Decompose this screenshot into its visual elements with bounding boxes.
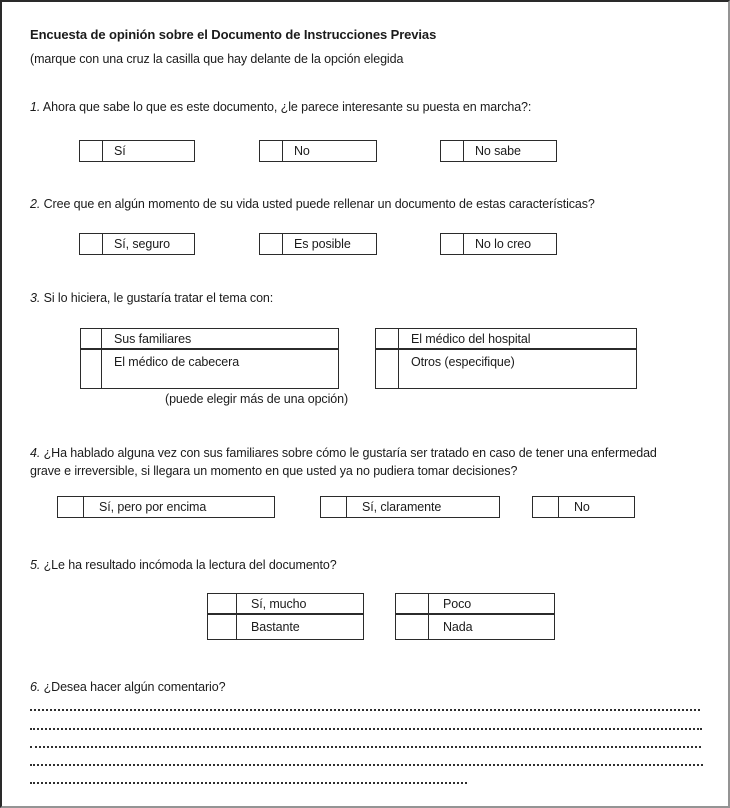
option-q5-si-mucho[interactable] — [208, 594, 363, 613]
checkbox-q2-es-posible[interactable] — [260, 234, 283, 254]
q3-right-table — [375, 328, 637, 389]
option-q5-poco[interactable] — [396, 594, 554, 613]
q5-right-table — [395, 593, 555, 640]
option-q3-otros[interactable] — [376, 348, 636, 388]
option-q2-es-posible[interactable] — [259, 233, 377, 255]
checkbox-q1-si[interactable] — [80, 141, 103, 161]
option-label: Bastante — [251, 620, 300, 634]
question-3-text: Si lo hiciera, le gustaría tratar el tema con: — [43, 291, 274, 305]
option-label: Sí — [114, 144, 126, 158]
option-q1-si[interactable] — [79, 140, 195, 162]
option-label: Es posible — [294, 237, 351, 251]
option-label: No — [574, 500, 590, 514]
option-label: El médico del hospital — [411, 331, 531, 346]
checkbox-q4-si-por-encima[interactable] — [58, 497, 84, 517]
option-q4-si-por-encima[interactable] — [57, 496, 275, 518]
option-label: Sí, seguro — [114, 237, 170, 251]
question-2-text: Cree que en algún momento de su vida usted puede rellenar un documento de estas características? — [43, 197, 595, 211]
question-6-text: ¿Desea hacer algún comentario? — [43, 680, 226, 694]
checkbox-q1-no-sabe[interactable] — [441, 141, 464, 161]
checkbox-q1-no[interactable] — [260, 141, 283, 161]
option-q1-no-sabe[interactable] — [440, 140, 557, 162]
option-q2-no-lo-creo[interactable] — [440, 233, 557, 255]
question-3-number: 3. — [30, 291, 41, 305]
question-6-number: 6. — [30, 680, 41, 694]
checkbox-q3-medico-hospital[interactable] — [376, 329, 399, 348]
question-2-number: 2. — [30, 197, 41, 211]
question-3 — [30, 290, 710, 308]
option-label: No lo creo — [475, 237, 531, 251]
question-4 — [30, 445, 685, 481]
option-label: Otros (especifique) — [411, 355, 515, 369]
comment-line-2[interactable] — [30, 726, 702, 730]
form-instruction: (marque con una cruz la casilla que hay delante de la opción elegida — [30, 52, 404, 66]
checkbox-q4-no[interactable] — [533, 497, 559, 517]
checkbox-q4-si-claramente[interactable] — [321, 497, 347, 517]
option-q5-bastante[interactable] — [208, 613, 363, 639]
option-label: Sí, claramente — [362, 500, 442, 514]
option-label: Sí, mucho — [251, 596, 307, 611]
question-1 — [30, 99, 710, 117]
question-5 — [30, 557, 710, 575]
checkbox-q3-medico-cabecera[interactable] — [81, 350, 102, 388]
question-5-text: ¿Le ha resultado incómoda la lectura del documento? — [43, 558, 337, 572]
option-q1-no[interactable] — [259, 140, 377, 162]
question-1-number: 1. — [30, 100, 41, 114]
q3-note: (puede elegir más de una opción) — [165, 392, 349, 406]
checkbox-q3-sus-familiares[interactable] — [81, 329, 102, 348]
option-label: Sus familiares — [114, 331, 192, 346]
option-q2-si-seguro[interactable] — [79, 233, 195, 255]
comment-line-1[interactable] — [30, 707, 700, 711]
option-label: No — [294, 144, 310, 158]
option-q5-nada[interactable] — [396, 613, 554, 639]
question-5-number: 5. — [30, 558, 41, 572]
comment-line-4[interactable] — [30, 762, 703, 766]
option-label: Nada — [443, 620, 473, 634]
question-1-text: Ahora que sabe lo que es este documento, ¿le parece interesante su puesta en marcha?: — [42, 100, 532, 114]
question-2 — [30, 196, 710, 214]
option-q3-sus-familiares[interactable] — [81, 329, 338, 348]
option-q3-medico-hospital[interactable] — [376, 329, 636, 348]
checkbox-q5-si-mucho[interactable] — [208, 594, 237, 613]
form-title: Encuesta de opinión sobre el Documento de Instrucciones Previas — [30, 27, 437, 42]
option-label: El médico de cabecera — [114, 355, 240, 369]
option-q4-no[interactable] — [532, 496, 635, 518]
option-label: Poco — [443, 596, 472, 611]
checkbox-q5-poco[interactable] — [396, 594, 429, 613]
option-label: Sí, pero por encima — [99, 500, 207, 514]
option-q4-si-claramente[interactable] — [320, 496, 500, 518]
question-6 — [30, 679, 710, 697]
question-4-number: 4. — [30, 446, 41, 460]
checkbox-q3-otros[interactable] — [376, 350, 399, 388]
question-4-text: ¿Ha hablado alguna vez con sus familiares sobre cómo le gustaría ser tratado en caso de tener una enfermedad grave e irreversible, si llegara un momento en que usted ya no pudiera tomar decisiones? — [30, 446, 657, 478]
option-q3-medico-cabecera[interactable] — [81, 348, 338, 388]
q3-left-table — [80, 328, 339, 389]
q5-left-table — [207, 593, 364, 640]
comment-line-5[interactable] — [30, 780, 467, 784]
checkbox-q5-nada[interactable] — [396, 615, 429, 639]
checkbox-q5-bastante[interactable] — [208, 615, 237, 639]
option-label: No sabe — [475, 144, 521, 158]
comment-line-3[interactable] — [30, 744, 701, 748]
checkbox-q2-si-seguro[interactable] — [80, 234, 103, 254]
checkbox-q2-no-lo-creo[interactable] — [441, 234, 464, 254]
